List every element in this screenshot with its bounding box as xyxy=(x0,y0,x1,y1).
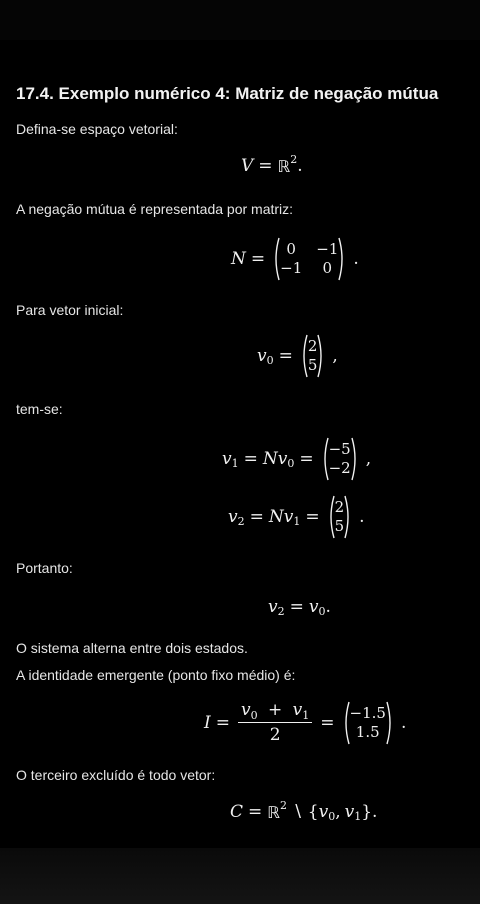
eq-excluded-open: { xyxy=(307,802,319,822)
paragraph-space-intro: Defina-se espaço vetorial: xyxy=(16,121,178,137)
eq-equal-rhs: v xyxy=(308,597,319,617)
eq-excluded-close: } xyxy=(361,802,373,822)
paragraph-then: tem-se: xyxy=(16,401,63,417)
equation-excluded xyxy=(230,798,378,823)
eq-v1-op2: = xyxy=(299,449,314,469)
vector-cell: 5 xyxy=(307,356,318,374)
paragraph-excluded: O terceiro excluído é todo vetor: xyxy=(16,767,216,783)
bottom-shade xyxy=(0,848,480,904)
fraction-mean xyxy=(238,700,312,745)
matrix-n-cell: −1 xyxy=(280,259,303,277)
eq-excluded-op: = xyxy=(248,802,263,822)
left-paren-icon xyxy=(327,495,335,539)
fraction-denominator: 2 xyxy=(269,725,281,745)
eq-space-exp: 2 xyxy=(290,152,298,166)
eq-excluded-comma: , xyxy=(335,802,341,822)
num-a: v xyxy=(240,700,251,720)
fraction-numerator xyxy=(238,700,312,723)
vector-cell: 2 xyxy=(334,498,345,516)
left-paren-icon xyxy=(342,701,350,745)
eq-excluded-end: . xyxy=(372,802,378,822)
vector-cell: −5 xyxy=(328,440,351,458)
paragraph-alternation: O sistema alterna entre dois estados. xyxy=(16,640,248,656)
left-paren-icon xyxy=(272,237,280,281)
matrix-n xyxy=(272,237,346,281)
eq-identity-lhs: I xyxy=(204,712,211,733)
top-shade xyxy=(0,0,480,40)
section-heading: 17.4. Exemplo numérico 4: Matriz de negação mútua xyxy=(16,84,439,103)
equation-v1 xyxy=(222,437,371,481)
vector-v2 xyxy=(327,495,353,539)
matrix-n-cell: 0 xyxy=(322,259,333,277)
vector-cell: 2 xyxy=(307,337,318,355)
eq-n-end: . xyxy=(353,249,359,269)
eq-v2-op: = xyxy=(249,507,264,527)
right-paren-icon xyxy=(317,334,325,378)
eq-equal-lhs: v xyxy=(268,597,278,617)
paragraph-initial-vector: Para vetor inicial: xyxy=(16,302,124,318)
eq-space-lhs: V xyxy=(241,156,254,176)
eq-v0-end: , xyxy=(332,346,338,366)
eq-v0-op: = xyxy=(278,346,293,366)
right-paren-icon xyxy=(386,701,394,745)
eq-identity-end: . xyxy=(400,712,407,733)
eq-v2-op2: = xyxy=(305,507,320,527)
eq-excluded-minus: ∖ xyxy=(291,802,303,822)
eq-equal-rhs-sub: 0 xyxy=(318,604,326,618)
left-paren-icon xyxy=(300,334,308,378)
eq-v1-op: = xyxy=(243,449,258,469)
eq-v1-end: , xyxy=(365,449,372,469)
right-paren-icon xyxy=(351,437,359,481)
eq-v1-sub: 1 xyxy=(231,456,239,470)
eq-v2-sub: 2 xyxy=(237,514,245,528)
num-a-sub: 0 xyxy=(250,709,258,722)
vector-cell: 1.5 xyxy=(355,722,380,741)
equation-matrix-n xyxy=(231,237,359,281)
eq-space-set: ℝ xyxy=(277,156,291,176)
right-paren-icon xyxy=(344,495,352,539)
eq-excluded-a: v xyxy=(318,802,329,822)
eq-v1-rhs-sub: 0 xyxy=(287,456,295,470)
equation-v2 xyxy=(228,495,365,539)
paragraph-identity: A identidade emergente (ponto fixo médio) é: xyxy=(16,667,296,683)
eq-excluded-b-sub: 1 xyxy=(354,809,362,823)
eq-excluded-set: ℝ xyxy=(267,802,280,822)
paragraph-matrix-intro: A negação mútua é representada por matriz: xyxy=(16,201,294,217)
num-b: v xyxy=(292,700,303,720)
vector-cell: −2 xyxy=(328,459,351,477)
eq-v2-lhs: v xyxy=(228,507,238,527)
eq-identity-op: = xyxy=(215,712,230,733)
equation-identity xyxy=(204,700,406,745)
eq-equal-sub: 2 xyxy=(277,604,285,618)
eq-v2-rhs: Nv xyxy=(268,507,294,527)
eq-v1-lhs: v xyxy=(222,449,232,469)
eq-v2-rhs-sub: 1 xyxy=(293,514,301,528)
eq-space-end: . xyxy=(297,156,303,176)
eq-n-lhs: N xyxy=(231,249,246,269)
vector-identity xyxy=(342,701,394,745)
eq-v0-lhs: v xyxy=(257,346,267,366)
vector-cell: −1.5 xyxy=(349,703,386,722)
eq-v2-end: . xyxy=(359,507,365,527)
equation-v0 xyxy=(257,334,338,378)
eq-identity-op2: = xyxy=(320,712,335,733)
left-paren-icon xyxy=(321,437,329,481)
eq-excluded-lhs: C xyxy=(230,802,244,822)
matrix-n-cell: −1 xyxy=(316,240,339,258)
matrix-n-cell: 0 xyxy=(286,240,296,258)
num-b-sub: 1 xyxy=(302,709,310,722)
eq-excluded-a-sub: 0 xyxy=(328,809,336,823)
vector-v0 xyxy=(300,334,326,378)
vector-cell: 5 xyxy=(334,517,345,535)
eq-excluded-exp: 2 xyxy=(279,798,287,812)
eq-excluded-b: v xyxy=(344,802,355,822)
eq-equal-end: . xyxy=(325,597,331,617)
eq-equal-op: = xyxy=(289,597,304,617)
equation-equal xyxy=(268,597,331,617)
eq-v1-rhs: Nv xyxy=(262,449,288,469)
equation-space xyxy=(241,152,303,176)
num-plus: + xyxy=(267,700,283,720)
eq-n-op: = xyxy=(250,249,266,269)
eq-v0-sub: 0 xyxy=(266,353,274,367)
right-paren-icon xyxy=(338,237,346,281)
vector-v1 xyxy=(321,437,359,481)
eq-space-op: = xyxy=(258,156,273,176)
paragraph-therefore: Portanto: xyxy=(16,560,73,576)
